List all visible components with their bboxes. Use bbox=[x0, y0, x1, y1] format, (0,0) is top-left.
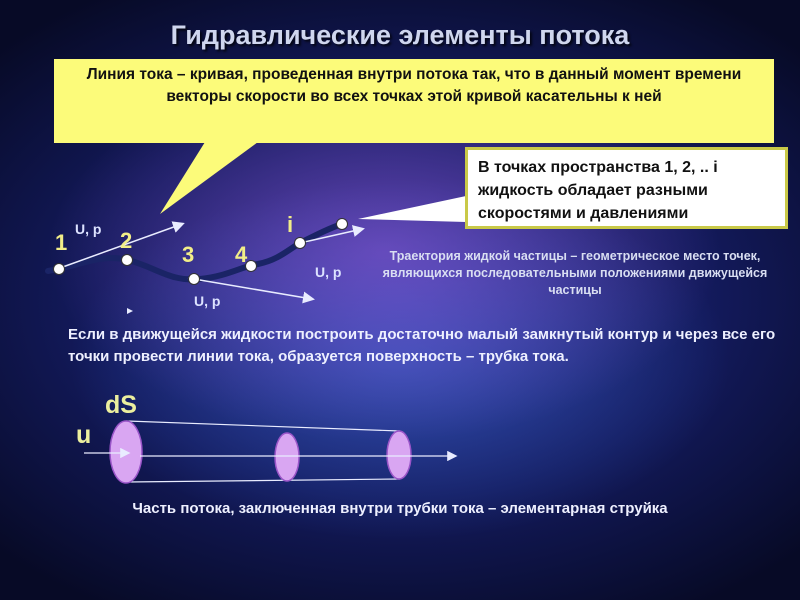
point-3 bbox=[189, 274, 200, 285]
velocity-label-3: U, p bbox=[194, 293, 221, 309]
tube-cross-section-ds bbox=[110, 421, 142, 483]
streamline-definition-callout: Линия тока – кривая, проведенная внутри потока так, что в данный момент времени векторы скорости во всех точках этой кривой касательны к ней bbox=[54, 59, 774, 143]
tube-cross-section-middle bbox=[275, 433, 299, 481]
point-label-4: 4 bbox=[235, 242, 248, 267]
elementary-stream-caption: Часть потока, заключенная внутри трубки тока – элементарная струйка bbox=[132, 500, 668, 517]
point-i-b bbox=[337, 219, 348, 230]
velocity-label-i: U, p bbox=[315, 264, 342, 280]
callout-main-pointer bbox=[160, 142, 258, 214]
stream-tube-paragraph: Если в движущейся жидкости построить достаточно малый замкнутый контур и через все его точки провести линии тока, образуется поверхность – трубка тока. bbox=[68, 326, 776, 365]
velocity-label-1: U, p bbox=[75, 221, 102, 237]
point-label-i: i bbox=[287, 212, 294, 237]
tube-cross-section-end bbox=[387, 431, 411, 479]
callout-points-pointer bbox=[358, 196, 466, 222]
trajectory-definition: Траектория жидкой частицы – геометрическое место точек, являющихся последовательными положениями движущейся частицы bbox=[382, 249, 768, 297]
small-arrowhead bbox=[127, 308, 133, 314]
points-callout: В точках пространства 1, 2, .. i жидкость обладает разными скоростями и давлениями bbox=[465, 147, 788, 229]
point-label-1: 1 bbox=[55, 230, 68, 255]
point-label-3: 3 bbox=[182, 242, 195, 267]
tube-top-line bbox=[126, 421, 400, 431]
u-label: u bbox=[76, 421, 92, 449]
point-1 bbox=[54, 264, 65, 275]
point-label-2: 2 bbox=[120, 228, 133, 253]
point-i-a bbox=[295, 238, 306, 249]
ds-label: dS bbox=[105, 391, 137, 419]
point-2 bbox=[122, 255, 133, 266]
tube-bottom-line bbox=[126, 479, 400, 482]
slide-title: Гидравлические элементы потока bbox=[170, 20, 630, 50]
